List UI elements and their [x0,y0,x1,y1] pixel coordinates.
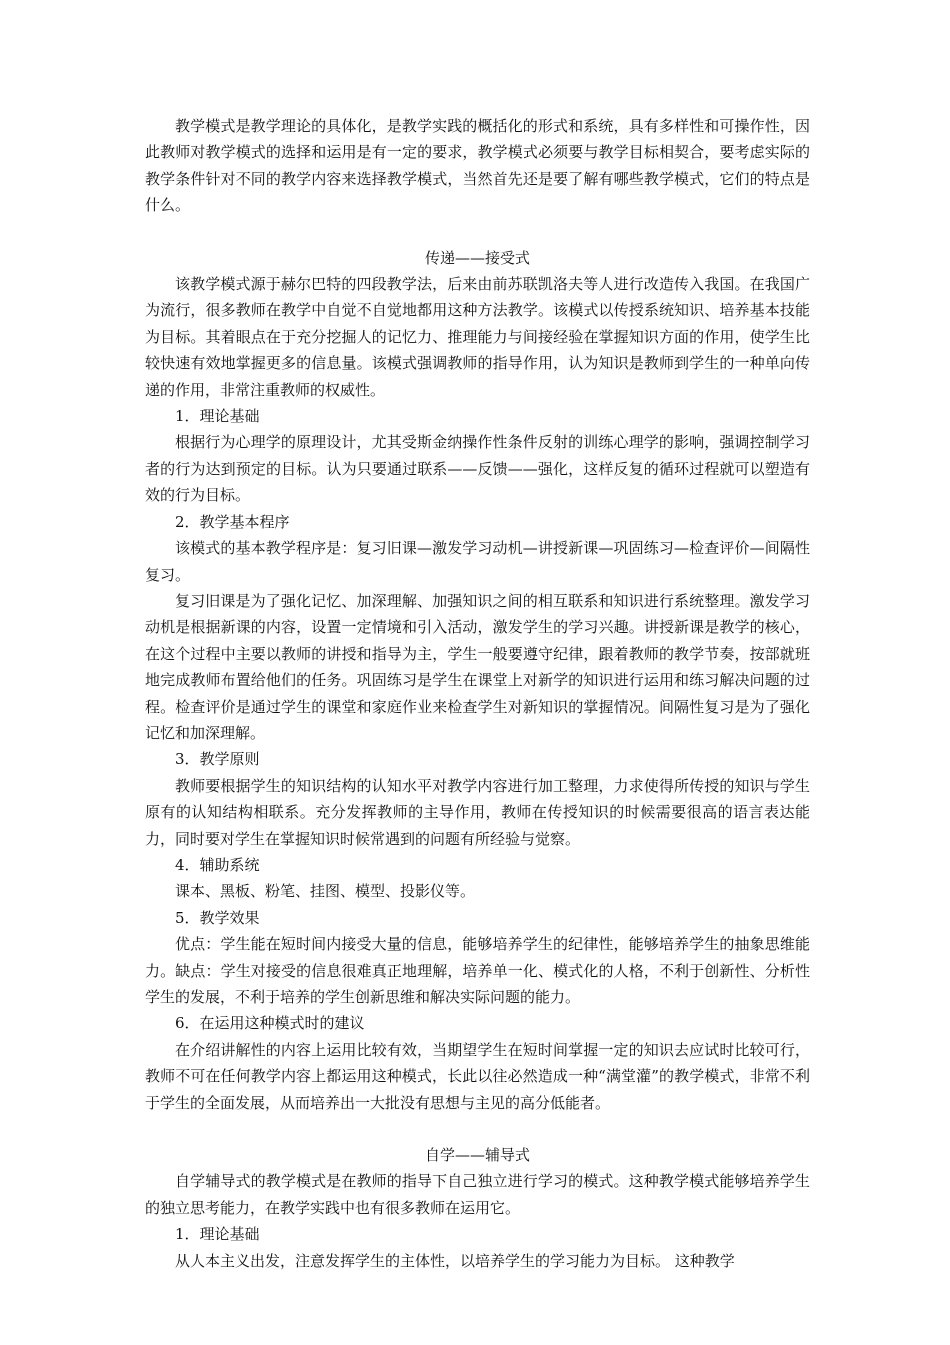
intro-paragraph: 教学模式是教学理论的具体化，是教学实践的概括化的形式和系统，具有多样性和可操作性，因此教师对教学模式的选择和运用是有一定的要求，教学模式必须要与教学目标相契合，要考虑实际的教学条件针对不同的教学内容来选择教学模式，当然首先还是要了解有哪些教学模式，它们的特点是什么。 [145,117,810,215]
paragraph-procedure-steps: 该模式的基本教学程序是：复习旧课—激发学习动机—讲授新课—巩固练习—检查评价—间隔性复习。 [145,539,810,584]
subheading-theory: 1．理论基础 [175,1225,260,1244]
section-spacer [145,1116,810,1142]
subheading-theory: 1．理论基础 [175,407,260,426]
subheading-suggestions: 6．在运用这种模式时的建议 [175,1014,365,1033]
paragraph-procedure-detail: 复习旧课是为了强化记忆、加深理解、加强知识之间的相互联系和知识进行系统整理。激发学习动机是根据新课的内容，设置一定情境和引入活动，激发学生的学习兴趣。讲授新课是教学的核心，在这个过程中主要以教师的讲授和指导为主，学生一般要遵守纪律，跟着教师的教学节奏，按部就班地完成教师布置给他们的任务。巩固练习是学生在课堂上对新学的知识进行运用和练习解决问题的过程。检查评价是通过学生的课堂和家庭作业来检查学生对新知识的掌握情况。间隔性复习是为了强化记忆和加深理解。 [145,591,810,742]
subheading-support-system: 4．辅助系统 [175,855,260,874]
paragraph-principles: 教师要根据学生的知识结构的认知水平对教学内容进行加工整理，力求使得所传授的知识与学生原有的认知结构相联系。充分发挥教师的主导作用，教师在传授知识的时候需要很高的语言表达能力，同时要对学生在掌握知识时候常遇到的问题有所经验与觉察。 [145,776,810,848]
section-summary: 该教学模式源于赫尔巴特的四段教学法，后来由前苏联凯洛夫等人进行改造传入我国。在我国广为流行，很多教师在教学中自觉不自觉地都用这种方法教学。该模式以传授系统知识、培养基本技能为目标。其着眼点在于充分挖掘人的记忆力、推理能力与间接经验在掌握知识方面的作用，使学生比较快速有效地掌握更多的信息量。该模式强调教师的指导作用，认为知识是教师到学生的一种单向传递的作用，非常注重教师的权威性。 [145,275,810,399]
paragraph-support-system: 课本、黑板、粉笔、挂图、模型、投影仪等。 [175,882,476,901]
section-title-transmission: 传递——接受式 [424,248,530,267]
section-summary: 自学辅导式的教学模式是在教师的指导下自己独立进行学习的模式。这种教学模式能够培养学生的独立思考能力，在教学实践中也有很多教师在运用它。 [145,1172,810,1217]
paragraph-theory: 根据行为心理学的原理设计，尤其受斯金纳操作性条件反射的训练心理学的影响，强调控制学习者的行为达到预定的目标。认为只要通过联系——反馈——强化，这样反复的循环过程就可以塑造有效的行为目标。 [145,433,810,505]
paragraph-theory: 从人本主义出发，注意发挥学生的主体性，以培养学生的学习能力为目标。 这种教学 [175,1251,735,1270]
paragraph-suggestions: 在介绍讲解性的内容上运用比较有效，当期望学生在短时间掌握一定的知识去应试时比较可行，教师不可在任何教学内容上都运用这种模式，长此以往必然造成一种“满堂灌”的教学模式，非常不利于学生的全面发展，从而培养出一大批没有思想与主见的高分低能者。 [145,1040,810,1112]
section-spacer [145,219,810,245]
document-body [145,113,810,1274]
subheading-principles: 3．教学原则 [175,750,260,769]
subheading-effects: 5．教学效果 [175,908,260,927]
section-title-self-study: 自学——辅导式 [424,1146,530,1165]
subheading-procedure: 2．教学基本程序 [175,512,290,531]
paragraph-effects: 优点：学生能在短时间内接受大量的信息，能够培养学生的纪律性，能够培养学生的抽象思维能力。缺点：学生对接受的信息很难真正地理解，培养单一化、模式化的人格，不利于创新性、分析性学生的发展，不利于培养的学生创新思维和解决实际问题的能力。 [145,935,810,1006]
